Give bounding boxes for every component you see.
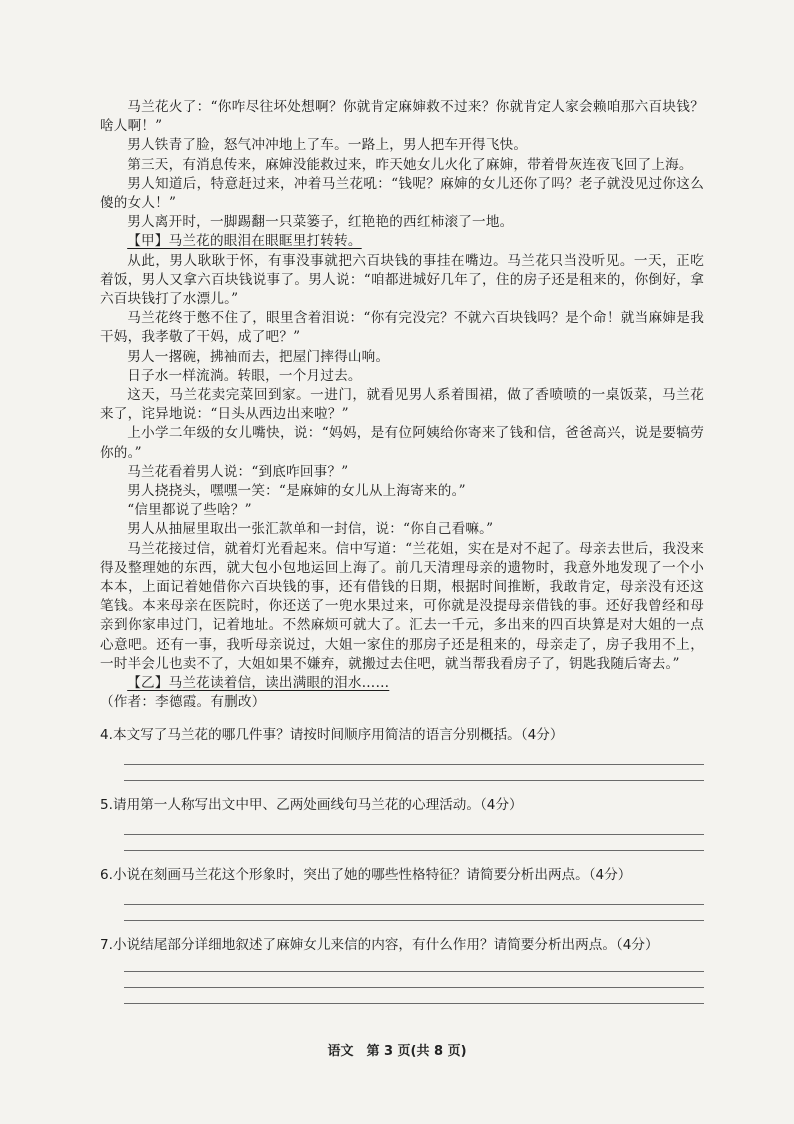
underlined-sentence-yi — [100, 674, 704, 693]
story-paragraph: 上小学二年级的女儿嘴快，说：“妈妈，是有位阿姨给你寄来了钱和信，爸爸高兴，说是要犒劳你的。” — [100, 425, 704, 461]
question-4 — [100, 726, 706, 796]
page-footer: 语文 第 3 页(共 8 页) — [327, 1044, 467, 1059]
question-7 — [100, 936, 706, 1004]
story-paragraph: 男人从抽屉里取出一张汇款单和一封信，说：“你自己看嘛。” — [127, 521, 494, 538]
underlined-sentence-jia — [100, 232, 704, 251]
underline-yi: 【乙】马兰花读着信，读出满眼的泪水…… — [127, 675, 390, 692]
story-paragraph: 日子水一样流淌。转眼，一个月过去。 — [127, 367, 362, 384]
story-paragraph: 马兰花接过信，就着灯光看起来。信中写道：“兰花姐，实在是对不起了。母亲去世后，我没来得及整理她的东西，就大包小包地运回上海了。前几天清理母亲的遗物时，我意外地发现了一个小本本，上面记着她借你六百块钱的事，还有借钱的日期，根据时间推断，我敢肯定，母亲没有还这笔钱。本来母亲在医院时，你还送了一兜水果过来，可你就是没提母亲借钱的事。还好我曾经和母亲到你家串过门，记着地址。不然麻烦可就大了。汇去一千元，多出来的四百块算是对大姐的一点心意吧。还有一事，我听母亲说过，大姐一家住的那房子还是租来的，母亲走了，房子我用不上，一时半会儿也卖不了，大姐如果不嫌弃，就搬过去住吧，就当帮我看房子了，钥匙我随后寄去。” — [100, 540, 704, 672]
story-paragraph: 这天，马兰花卖完菜回到家。一进门，就看见男人系着围裙，做了香喷喷的一桌饭菜，马兰花来了，诧异地说：“日头从西边出来啦？” — [100, 387, 704, 423]
question-6 — [100, 866, 706, 936]
story-paragraph: “信里都说了些啥？” — [127, 502, 252, 519]
story-paragraph: 马兰花终于憋不住了，眼里含着泪说：“你有完没完？不就六百块钱吗？是个命！就当麻婶是我干妈，我孝敬了干妈，成了吧？” — [100, 310, 704, 346]
story-paragraph: 男人铁青了脸，怒气冲冲地上了车。一路上，男人把车开得飞快。 — [127, 137, 528, 154]
author-byline: （作者：李德霞。有删改） — [100, 694, 266, 711]
story-paragraph: 马兰花看着男人说：“到底咋回事？” — [127, 463, 349, 480]
underline-jia: 【甲】马兰花的眼泪在眼眶里打转转。 — [127, 233, 362, 250]
question-4-text: 4.本文写了马兰花的哪几件事？请按时间顺序用简洁的语言分别概括。（4分） — [100, 727, 564, 743]
question-5 — [100, 796, 706, 866]
question-section — [100, 726, 706, 1004]
story-paragraph: 从此，男人耿耿于怀，有事没事就把六百块钱的事挂在嘴边。马兰花只当没听见。一天，正吃着饭，男人又拿六百块钱说事了。男人说：“咱都进城好几年了，住的房子还是租来的，你倒好，拿六百块钱打了水漂儿。” — [100, 252, 704, 308]
question-5-text: 5.请用第一人称写出文中甲、乙两处画线句马兰花的心理活动。（4分） — [100, 797, 523, 813]
question-6-text: 6.小说在刻画马兰花这个形象时，突出了她的哪些性格特征？请简要分析出两点。（4分） — [100, 867, 632, 883]
story-paragraph: 马兰花火了：“你咋尽往坏处想啊？你就肯定麻婶救不过来？你就肯定人家会赖咱那六百块钱？啥人啊！” — [100, 99, 704, 135]
story-paragraph: 男人一撂碗，拂袖而去，把屋门摔得山响。 — [127, 348, 390, 365]
question-7-text: 7.小说结尾部分详细地叙述了麻婶女儿来信的内容，有什么作用？请简要分析出两点。（4分） — [100, 937, 659, 953]
story-paragraph: 男人挠挠头，嘿嘿一笑：“是麻婶的女儿从上海寄来的。” — [127, 483, 466, 500]
story-paragraph: 男人知道后，特意赶过来，冲着马兰花吼：“钱呢？麻婶的女儿还你了吗？老子就没见过你这么傻的女人！” — [100, 175, 704, 212]
story-paragraph: 第三天，有消息传来，麻婶没能救过来，昨天她女儿火化了麻婶，带着骨灰连夜飞回了上海。 — [127, 156, 693, 173]
story-text — [100, 98, 704, 713]
answer-line[interactable] — [124, 1003, 704, 1004]
story-paragraph: 男人离开时，一脚踢翻一只菜篓子，红艳艳的西红柿滚了一地。 — [127, 214, 514, 231]
